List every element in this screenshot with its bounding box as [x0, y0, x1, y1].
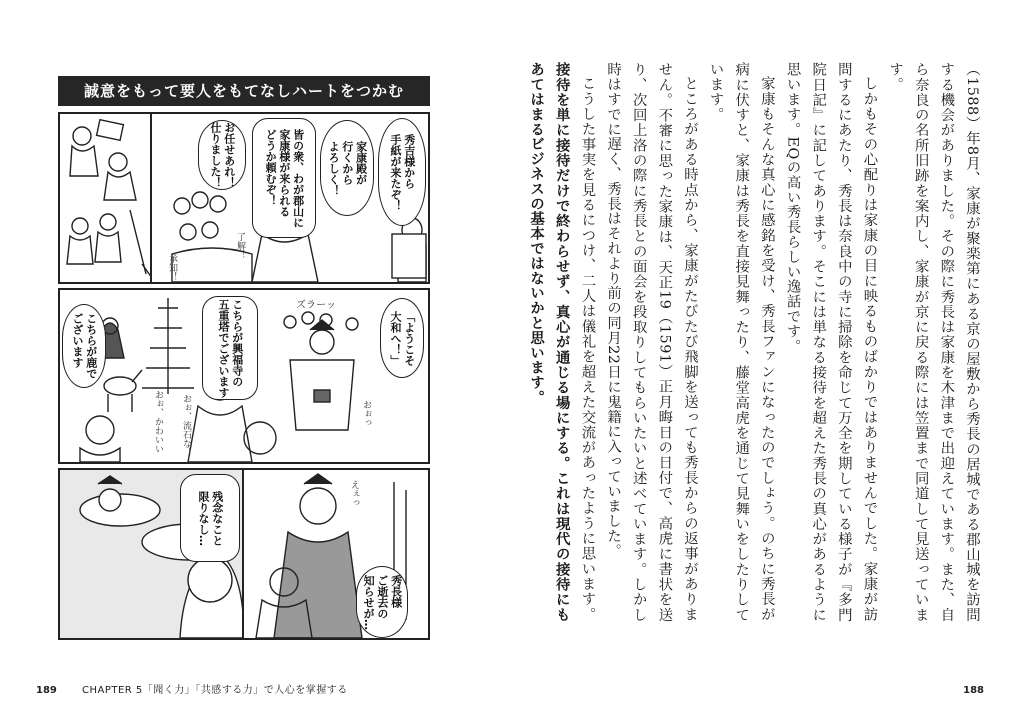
paragraph-3: 家康もそんな真心に感銘を受け、秀長ファンになったのでしょう。のちに秀長が病に伏すと、家康は秀長を直接見舞ったり、藤堂高虎を通じて見舞いをしたりしています。 [707, 62, 775, 622]
sfx-lined-up: ズラーッ [296, 300, 336, 311]
manga-comic [58, 112, 430, 640]
paragraph-1: （1588）年8月、家康が聚楽第にある京の屋敷から秀長の居城である郡山城を訪問する機会がありました。その際に秀長は家康を木津まで出迎えています。また、自ら奈良の名所旧跡を案内し、家康が京に戻る際には笠置まで同道して見送っています。 [887, 62, 980, 622]
panel-1-right [150, 112, 430, 284]
paragraph-5 [522, 62, 599, 622]
panel-3-right [242, 468, 430, 640]
speech-bubble-five-story-pagoda: こちらが興福寺の 五重塔でございます [202, 296, 258, 400]
right-page [512, 0, 1024, 712]
chapter-running-head: CHAPTER 5「聞く力」「共感する力」で人心を掌握する [82, 685, 348, 696]
paragraph-2: しかもその心配りは家康の目に映るものばかりではありませんでした。家康が訪問するにあたり、秀長は奈良中の寺に掃除を命じて万全を期している様子が『多門院日記』に記してあります。そこには単なる接待を超えた秀長の真心があるように思います。EQの高い秀長らしい逸話です。 [784, 62, 878, 622]
sfx-ooh: おぉっ [361, 400, 371, 427]
paragraph-5-emphasis: 接待を単に接待だけで終わらせず、真心が通じる場にする。これは現代の接待にもあてはまるビジネスの基本ではないかと思います。 [528, 62, 570, 622]
speech-bubble-death-news: 秀長様 ご逝去の 知らせが… [356, 566, 408, 638]
page-number-left: 189 [36, 685, 57, 696]
sfx-acknowledged: 承知！ [167, 254, 177, 281]
panel-2 [58, 288, 430, 464]
manga-title-banner: 誠意をもって要人をもてなしハートをつかむ [58, 76, 430, 106]
speech-bubble-welcome: 「ようこそ 大和へ！」 [380, 298, 424, 378]
sfx-cute: おぉ、かわいい [153, 390, 163, 453]
speech-bubble-deer: こちらが鹿で ございます [62, 304, 106, 388]
sfx-understood: 了解！ [235, 232, 245, 259]
sfx-impressive: おぉ、流石な！ [181, 394, 191, 457]
page-number-right: 188 [963, 685, 984, 696]
panel-1-left [58, 112, 154, 284]
speech-bubble-regret: 残念なこと 限りなし… [180, 474, 240, 562]
speech-bubble-letter-arrived: 秀吉様から 手紙が来たぞ！ [378, 118, 426, 226]
messenger-illustration [60, 114, 152, 282]
paragraph-4: ところがある時点から、家康がたびたび飛脚を送っても秀長からの返事がありません。不審に思った家康は、天正19（1591）正月晦日の日付で、高虎に書状を送り、次回上洛の際に秀長との面会を段取りしてもらいたいと述べています。しかし時はすでに遅く、秀長はそれより前の同月22日に鬼籍に入っていました。 [605, 62, 698, 622]
paragraph-5-text: こうした事実を見るにつけ、二人は儀礼を超えた交流があったように思います。 [579, 76, 596, 622]
panel-3-left [58, 468, 246, 640]
speech-bubble-request: 皆の衆、わが郡山に 家康様が来られる どうか頼むぞ！ [252, 118, 316, 238]
speech-bubble-acknowledged: お任せあれ！ 仕りました！ [198, 120, 246, 190]
sfx-what: えぇっ [349, 480, 359, 507]
body-text [528, 62, 984, 622]
thought-bubble-ieyasu-coming: 家康殿が 行くから よろしく！ [320, 120, 374, 216]
